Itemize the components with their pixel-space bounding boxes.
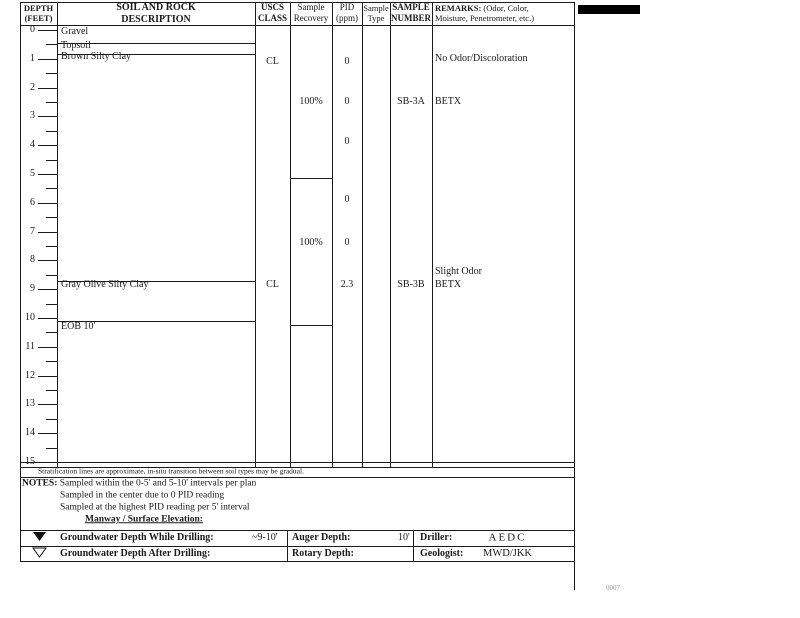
col-header-uscs-line2: CLASS bbox=[257, 13, 287, 23]
pid-value: 0 bbox=[344, 193, 350, 205]
depth-label: 2 bbox=[30, 81, 35, 93]
depth-major-tick bbox=[38, 347, 57, 348]
depth-major-tick bbox=[38, 88, 57, 89]
depth-minor-tick bbox=[46, 73, 57, 74]
col-header-sample-number bbox=[390, 2, 432, 25]
soil-layer-label: Brown Silty Clay bbox=[61, 51, 132, 63]
depth-major-tick bbox=[38, 232, 57, 233]
recovery-interval-line bbox=[290, 178, 332, 179]
depth-major-tick bbox=[38, 318, 57, 319]
scan-artifact-bar bbox=[578, 5, 640, 14]
depth-label: 11 bbox=[25, 340, 35, 352]
auger-depth-value: 10' bbox=[398, 532, 410, 543]
page-number: 0007 bbox=[606, 584, 620, 592]
boring-log-form bbox=[20, 2, 575, 562]
depth-major-tick bbox=[38, 30, 57, 31]
groundwater-while-drilling-value: ~9-10' bbox=[252, 532, 278, 543]
notes-line-1 bbox=[22, 479, 256, 489]
col-header-uscs-line1: USCS bbox=[260, 2, 284, 13]
remark-text: No Odor/Discoloration bbox=[435, 52, 528, 64]
soil-layer-label: EOB 10' bbox=[61, 320, 96, 332]
depth-label: 8 bbox=[30, 254, 35, 266]
depth-label: 13 bbox=[25, 398, 35, 410]
col-divider-recovery bbox=[332, 2, 333, 467]
col-header-description-line1: SOIL AND ROCK bbox=[116, 2, 196, 13]
notes-line-3: Sampled at the highest PID reading per 5' interval bbox=[60, 502, 250, 513]
depth-label: 12 bbox=[25, 369, 35, 381]
notes-line-1-text: Sampled within the 0-5' and 5-10' intervals per plan bbox=[59, 478, 257, 489]
depth-label: 15 bbox=[25, 456, 35, 467]
remark-text: Slight Odor bbox=[435, 265, 482, 277]
depth-label: 7 bbox=[30, 225, 35, 237]
col-header-sample-type-line1: Sample bbox=[363, 2, 389, 13]
col-header-sample-type bbox=[362, 2, 390, 25]
depth-label: 6 bbox=[30, 196, 35, 208]
depth-major-tick bbox=[38, 174, 57, 175]
pid-value: 0 bbox=[344, 55, 350, 67]
log-bottom-line-1 bbox=[20, 462, 575, 463]
col-header-sample-number-line1: SAMPLE bbox=[392, 2, 430, 13]
col-header-sample-number-line2: NUMBER bbox=[391, 13, 431, 23]
col-header-recovery bbox=[290, 2, 332, 25]
col-divider-uscs bbox=[290, 2, 291, 467]
depth-label: 4 bbox=[30, 139, 35, 151]
sample-recovery-value: 100% bbox=[299, 237, 323, 249]
groundwater-while-drilling-icon bbox=[32, 531, 47, 545]
geologist-label: Geologist: bbox=[420, 548, 464, 559]
scan-artifact-right-edge bbox=[574, 562, 575, 590]
col-header-pid bbox=[332, 2, 362, 25]
depth-minor-tick bbox=[46, 44, 57, 45]
depth-major-tick bbox=[38, 376, 57, 377]
depth-minor-tick bbox=[46, 246, 57, 247]
depth-minor-tick bbox=[46, 275, 57, 276]
col-divider-type bbox=[390, 2, 391, 467]
depth-minor-tick bbox=[46, 361, 57, 362]
depth-major-tick bbox=[38, 289, 57, 290]
left-border bbox=[20, 2, 21, 562]
depth-minor-tick bbox=[46, 419, 57, 420]
depth-minor-tick bbox=[46, 448, 57, 449]
footer-bottom-border bbox=[20, 561, 575, 562]
col-header-pid-line1: PID bbox=[339, 2, 355, 13]
col-header-depth-line2: (FEET) bbox=[24, 13, 53, 23]
soil-layer-label: Gray Olive Silty Clay bbox=[61, 278, 149, 290]
depth-minor-tick bbox=[46, 160, 57, 161]
depth-minor-tick bbox=[46, 304, 57, 305]
geologist-value: MWD/JKK bbox=[483, 547, 532, 559]
col-header-recovery-line1: Sample bbox=[297, 2, 325, 13]
col-divider-description bbox=[255, 2, 256, 467]
col-divider-number bbox=[432, 2, 433, 467]
soil-layer-label: Topsoil bbox=[61, 39, 91, 51]
uscs-class-value: CL bbox=[266, 55, 279, 67]
pid-value: 0 bbox=[344, 136, 350, 148]
col-header-description bbox=[57, 2, 255, 25]
depth-minor-tick bbox=[46, 390, 57, 391]
col-header-remarks-label: REMARKS: bbox=[435, 2, 482, 13]
col-header-recovery-line2: Recovery bbox=[293, 13, 329, 23]
driller-label: Driller: bbox=[420, 532, 453, 543]
depth-minor-tick bbox=[46, 332, 57, 333]
sample-number-value: SB-3B bbox=[397, 278, 425, 290]
depth-major-tick bbox=[38, 145, 57, 146]
footer-divider-1 bbox=[287, 530, 288, 562]
notes-line-2: Sampled in the center due to 0 PID reading bbox=[60, 490, 225, 501]
pid-value: 0 bbox=[344, 96, 350, 107]
auger-depth-label: Auger Depth: bbox=[292, 532, 351, 543]
depth-major-tick bbox=[38, 203, 57, 204]
remark-text: BETX bbox=[435, 278, 462, 290]
col-header-depth bbox=[20, 2, 57, 25]
col-header-remarks-line1 bbox=[435, 4, 529, 13]
col-divider-depth bbox=[57, 2, 58, 467]
pid-value: 2.3 bbox=[340, 278, 354, 290]
depth-minor-tick bbox=[46, 188, 57, 189]
depth-label: 0 bbox=[30, 24, 35, 35]
depth-major-tick bbox=[38, 260, 57, 261]
col-divider-pid bbox=[362, 2, 363, 467]
soil-layer-label: Gravel bbox=[61, 26, 89, 38]
header-bottom-border bbox=[20, 25, 575, 26]
driller-value: AEDC bbox=[488, 531, 527, 544]
uscs-class-value: CL bbox=[266, 278, 279, 290]
depth-major-tick bbox=[38, 59, 57, 60]
depth-label: 10 bbox=[25, 312, 35, 323]
sample-number-value: SB-3A bbox=[397, 96, 425, 107]
col-header-uscs bbox=[255, 2, 290, 25]
notes-label: NOTES: bbox=[22, 478, 58, 489]
depth-major-tick bbox=[38, 404, 57, 405]
col-header-remarks-line1-rest: (Odor, Color, bbox=[481, 2, 529, 13]
recovery-interval-line bbox=[290, 325, 332, 326]
col-header-pid-line2: (ppm) bbox=[336, 13, 358, 23]
groundwater-after-drilling-icon bbox=[32, 547, 47, 561]
depth-label: 9 bbox=[30, 283, 35, 295]
depth-label: 3 bbox=[30, 110, 35, 122]
groundwater-while-drilling-label: Groundwater Depth While Drilling: bbox=[60, 532, 214, 543]
stratification-note: Stratification lines are approximate, in-situ transition between soil types may be gradual. bbox=[38, 466, 304, 476]
depth-minor-tick bbox=[46, 217, 57, 218]
sample-recovery-value: 100% bbox=[299, 96, 323, 107]
depth-major-tick bbox=[38, 462, 57, 463]
col-header-remarks bbox=[432, 2, 575, 25]
col-header-depth-line1: DEPTH bbox=[23, 2, 54, 13]
depth-label: 14 bbox=[25, 427, 35, 439]
depth-minor-tick bbox=[46, 102, 57, 103]
depth-major-tick bbox=[38, 433, 57, 434]
rotary-depth-label: Rotary Depth: bbox=[292, 548, 354, 559]
col-header-description-line2: DESCRIPTION bbox=[121, 14, 191, 25]
depth-minor-tick bbox=[46, 131, 57, 132]
depth-label: 5 bbox=[30, 168, 35, 179]
footer-divider-2 bbox=[413, 530, 414, 562]
pid-value: 0 bbox=[344, 237, 350, 249]
remark-text: BETX bbox=[435, 96, 462, 107]
manway-surface-elevation-label: Manway / Surface Elevation: bbox=[85, 514, 203, 525]
right-border bbox=[574, 2, 575, 562]
depth-label: 1 bbox=[30, 52, 35, 64]
groundwater-after-drilling-label: Groundwater Depth After Drilling: bbox=[60, 548, 211, 559]
col-header-sample-type-line2: Type bbox=[367, 13, 385, 23]
depth-major-tick bbox=[38, 116, 57, 117]
col-header-remarks-line2: Moisture, Penetrometer, etc.) bbox=[435, 13, 535, 23]
